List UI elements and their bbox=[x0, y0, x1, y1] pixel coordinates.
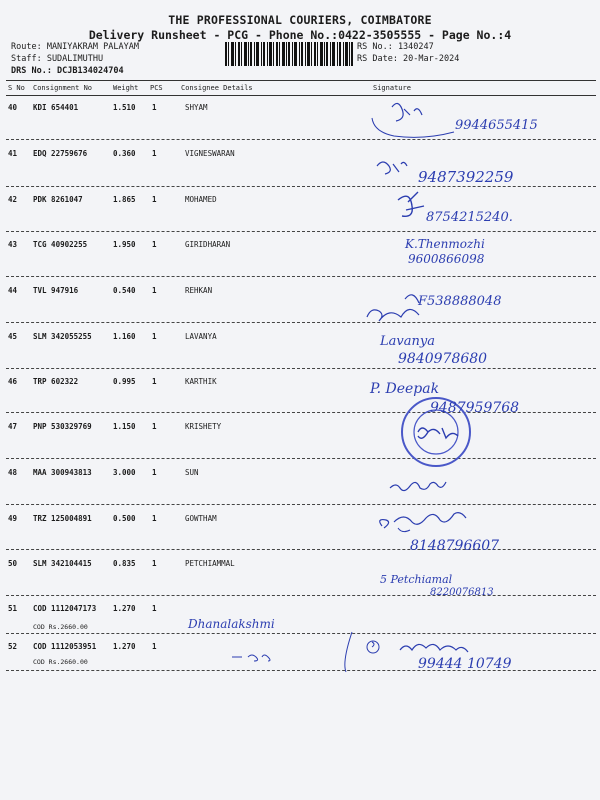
signature-row-50 bbox=[380, 573, 494, 598]
row-cod-amount: COD Rs.2660.00 bbox=[33, 658, 88, 666]
row-consignment: MAA 300943813 bbox=[33, 468, 92, 477]
row-weight: 1.270 bbox=[113, 604, 136, 613]
row-pcs: 1 bbox=[152, 468, 157, 477]
row-pcs: 1 bbox=[152, 149, 157, 158]
col-consignment: Consignment No bbox=[33, 84, 93, 92]
row-consignee: SUN bbox=[185, 468, 199, 477]
col-sno: S No bbox=[8, 84, 25, 92]
signature-row-42 bbox=[398, 192, 513, 225]
row-consignment: SLM 342104415 bbox=[33, 559, 92, 568]
row-consignment: COD 1112047173 bbox=[33, 604, 97, 613]
row-consignment: EDQ 22759676 bbox=[33, 149, 88, 158]
row-weight: 0.360 bbox=[113, 149, 136, 158]
row-sno: 42 bbox=[8, 195, 18, 204]
signature-phone: 9840978680 bbox=[398, 351, 488, 367]
row-pcs: 1 bbox=[152, 642, 157, 651]
row-consignee: KRISHETY bbox=[185, 422, 222, 431]
row-consignee: VIGNESWARAN bbox=[185, 149, 235, 158]
row-sno: 40 bbox=[8, 103, 18, 112]
route-label: Route: MANIYAKRAM PALAYAM bbox=[11, 42, 139, 52]
col-signature: Signature bbox=[373, 84, 411, 92]
row-weight: 1.950 bbox=[113, 240, 136, 249]
rs-date: RS Date: 20-Mar-2024 bbox=[357, 54, 460, 64]
row-consignee: REHKAN bbox=[185, 286, 213, 295]
signature-phone: 8220076813 bbox=[430, 587, 494, 598]
runsheet-title: Delivery Runsheet - PCG - Phone No.:0422-3505555 - Page No.:4 bbox=[88, 28, 512, 42]
row-weight: 0.540 bbox=[113, 286, 136, 295]
signature-phone: 9487392259 bbox=[418, 168, 514, 186]
row-weight: 0.500 bbox=[113, 514, 136, 523]
signature-row-41 bbox=[377, 162, 514, 186]
row-pcs: 1 bbox=[152, 514, 157, 523]
signature-row-44 bbox=[367, 294, 501, 321]
row-pcs: 1 bbox=[152, 604, 157, 613]
row-sno: 48 bbox=[8, 468, 18, 477]
signature-name: 5 Petchiamal bbox=[380, 573, 453, 586]
signature-row-40 bbox=[372, 103, 538, 137]
row-consignment: KDI 654401 bbox=[33, 103, 79, 112]
row-consignee: LAVANYA bbox=[185, 332, 217, 341]
row-sno: 43 bbox=[8, 240, 18, 249]
row-consignee: GOWTHAM bbox=[185, 514, 217, 523]
signature-row-45 bbox=[379, 334, 487, 367]
row-sno: 50 bbox=[8, 559, 18, 568]
signature-phone: 9487959768 bbox=[430, 400, 520, 416]
row-sno: 51 bbox=[8, 604, 18, 613]
row-pcs: 1 bbox=[152, 195, 157, 204]
row-sno: 49 bbox=[8, 514, 18, 523]
row-weight: 1.270 bbox=[113, 642, 136, 651]
signature-name: Lavanya bbox=[380, 334, 435, 349]
row-consignee: GIRIDHARAN bbox=[185, 240, 231, 249]
row-pcs: 1 bbox=[152, 559, 157, 568]
row-weight: 1.160 bbox=[113, 332, 136, 341]
row-consignee: MOHAMED bbox=[185, 195, 217, 204]
signature-row-43 bbox=[404, 237, 485, 266]
row-pcs: 1 bbox=[152, 332, 157, 341]
row-consignment: TRZ 125004891 bbox=[33, 514, 92, 523]
row-pcs: 1 bbox=[152, 103, 157, 112]
col-weight: Weight bbox=[113, 84, 139, 92]
rs-number: RS No.: 1340247 bbox=[357, 42, 434, 52]
row-consignee: KARTHIK bbox=[185, 377, 217, 386]
row-weight: 1.865 bbox=[113, 195, 136, 204]
row-pcs: 1 bbox=[152, 422, 157, 431]
signature-phone: 9944655415 bbox=[455, 118, 538, 133]
signature-phone: 9600866098 bbox=[408, 252, 485, 266]
row-weight: 1.510 bbox=[113, 103, 136, 112]
row-consignment: TVL 947916 bbox=[33, 286, 79, 295]
row-pcs: 1 bbox=[152, 240, 157, 249]
signature-row-52 bbox=[232, 644, 512, 672]
row-sno: 45 bbox=[8, 332, 18, 341]
row-sno: 44 bbox=[8, 286, 18, 295]
signature-name: Dhanalakshmi bbox=[188, 617, 275, 631]
row-cod-amount: COD Rs.2660.00 bbox=[33, 623, 88, 631]
signature-row-51 bbox=[187, 617, 379, 672]
company-name: THE PROFESSIONAL COURIERS, COIMBATORE bbox=[168, 13, 432, 27]
signature-row-46-47-stamp bbox=[369, 381, 519, 466]
signature-name: P. Deepak bbox=[370, 381, 440, 397]
row-consignee: SHYAM bbox=[185, 103, 208, 112]
row-consignment: TCG 40902255 bbox=[33, 240, 88, 249]
row-weight: 0.835 bbox=[113, 559, 136, 568]
col-pcs: PCS bbox=[150, 84, 163, 92]
row-weight: 0.995 bbox=[113, 377, 136, 386]
signature-phone: F538888048 bbox=[418, 294, 502, 309]
signature-phone: 99444 10749 bbox=[418, 656, 512, 672]
staff-label: Staff: SUDALIMUTHU bbox=[11, 54, 104, 64]
row-pcs: 1 bbox=[152, 377, 157, 386]
row-weight: 1.150 bbox=[113, 422, 136, 431]
signature-row-48 bbox=[390, 482, 446, 491]
signature-name: K.Thenmozhi bbox=[405, 237, 485, 251]
row-sno: 52 bbox=[8, 642, 18, 651]
signature-phone: 8754215240. bbox=[426, 210, 513, 225]
row-consignee: PETCHIAMMAL bbox=[185, 559, 235, 568]
signature-phone: 8148796607 bbox=[410, 538, 500, 554]
row-consignment: COD 1112053951 bbox=[33, 642, 97, 651]
row-consignment: SLM 342055255 bbox=[33, 332, 92, 341]
row-consignment: PNP 530329769 bbox=[33, 422, 92, 431]
col-consignee: Consignee Details bbox=[181, 84, 253, 92]
row-sno: 41 bbox=[8, 149, 18, 158]
row-weight: 3.000 bbox=[113, 468, 136, 477]
row-sno: 47 bbox=[8, 422, 18, 431]
drs-number: DRS No.: DCJB134024704 bbox=[11, 66, 124, 76]
row-sno: 46 bbox=[8, 377, 18, 386]
row-consignment: TRP 602322 bbox=[33, 377, 79, 386]
row-pcs: 1 bbox=[152, 286, 157, 295]
signature-row-49 bbox=[380, 513, 499, 554]
row-consignment: PDK 8261047 bbox=[33, 195, 83, 204]
